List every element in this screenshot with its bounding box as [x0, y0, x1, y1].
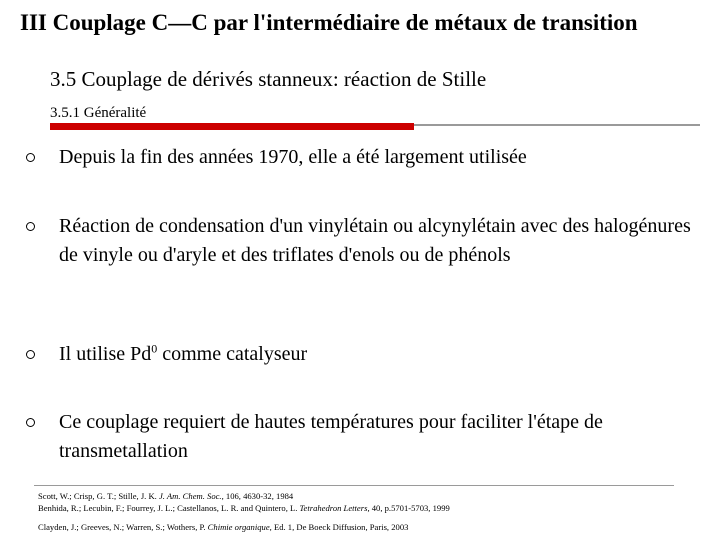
reference-authors: Clayden, J.; Greeves, N.; Warren, S.; Wothers, P. [38, 522, 208, 532]
reference-item [38, 502, 450, 514]
reference-authors: Scott, W.; Crisp, G. T.; Stille, J. K. [38, 491, 159, 501]
reference-details: , 106, 4630-32, 1984 [221, 491, 294, 501]
reference-details: , 40, p.5701-5703, 1999 [367, 503, 450, 513]
bullet-text-part: Il utilise Pd [59, 343, 152, 365]
slide-title: III Couplage C—C par l'intermédiaire de métaux de transition [20, 10, 638, 35]
circle-bullet-icon [26, 222, 35, 231]
reference-item [38, 521, 408, 533]
circle-bullet-icon [26, 418, 35, 427]
bullet-text-part: comme catalyseur [157, 343, 308, 365]
bullet-text: Depuis la fin des années 1970, elle a été largement utilisée [59, 146, 527, 168]
superscript: 0 [151, 341, 158, 356]
subsection-heading: 3.5.1 Généralité [50, 105, 147, 121]
references-divider-line [34, 485, 674, 486]
circle-bullet-icon [26, 153, 35, 162]
reference-journal: J. Am. Chem. Soc. [158, 491, 222, 501]
bullet-text: Ce couplage requiert de hautes températures pour faciliter l'étape de transmetallation [59, 411, 603, 462]
reference-details: , Ed. 1, De Boeck Diffusion, Paris, 2003 [269, 522, 409, 532]
heading-accent-bar [50, 123, 414, 130]
reference-journal: Tetrahedron Letters [299, 503, 368, 513]
circle-bullet-icon [26, 350, 35, 359]
reference-item [38, 490, 293, 502]
bullet-text: Réaction de condensation d'un vinylétain ou alcynylétain avec des halogénures de vinyle ou d'aryle et des triflates d'enols ou de phénols [59, 215, 691, 266]
section-heading: 3.5 Couplage de dérivés stanneux: réaction de Stille [50, 67, 487, 91]
bullet-text [59, 340, 714, 369]
reference-journal: Chimie organique [207, 522, 270, 532]
reference-authors: Benhida, R.; Lecubin, F.; Fourrey, J. L.; Castellanos, L. R. and Quintero, L. [38, 503, 300, 513]
